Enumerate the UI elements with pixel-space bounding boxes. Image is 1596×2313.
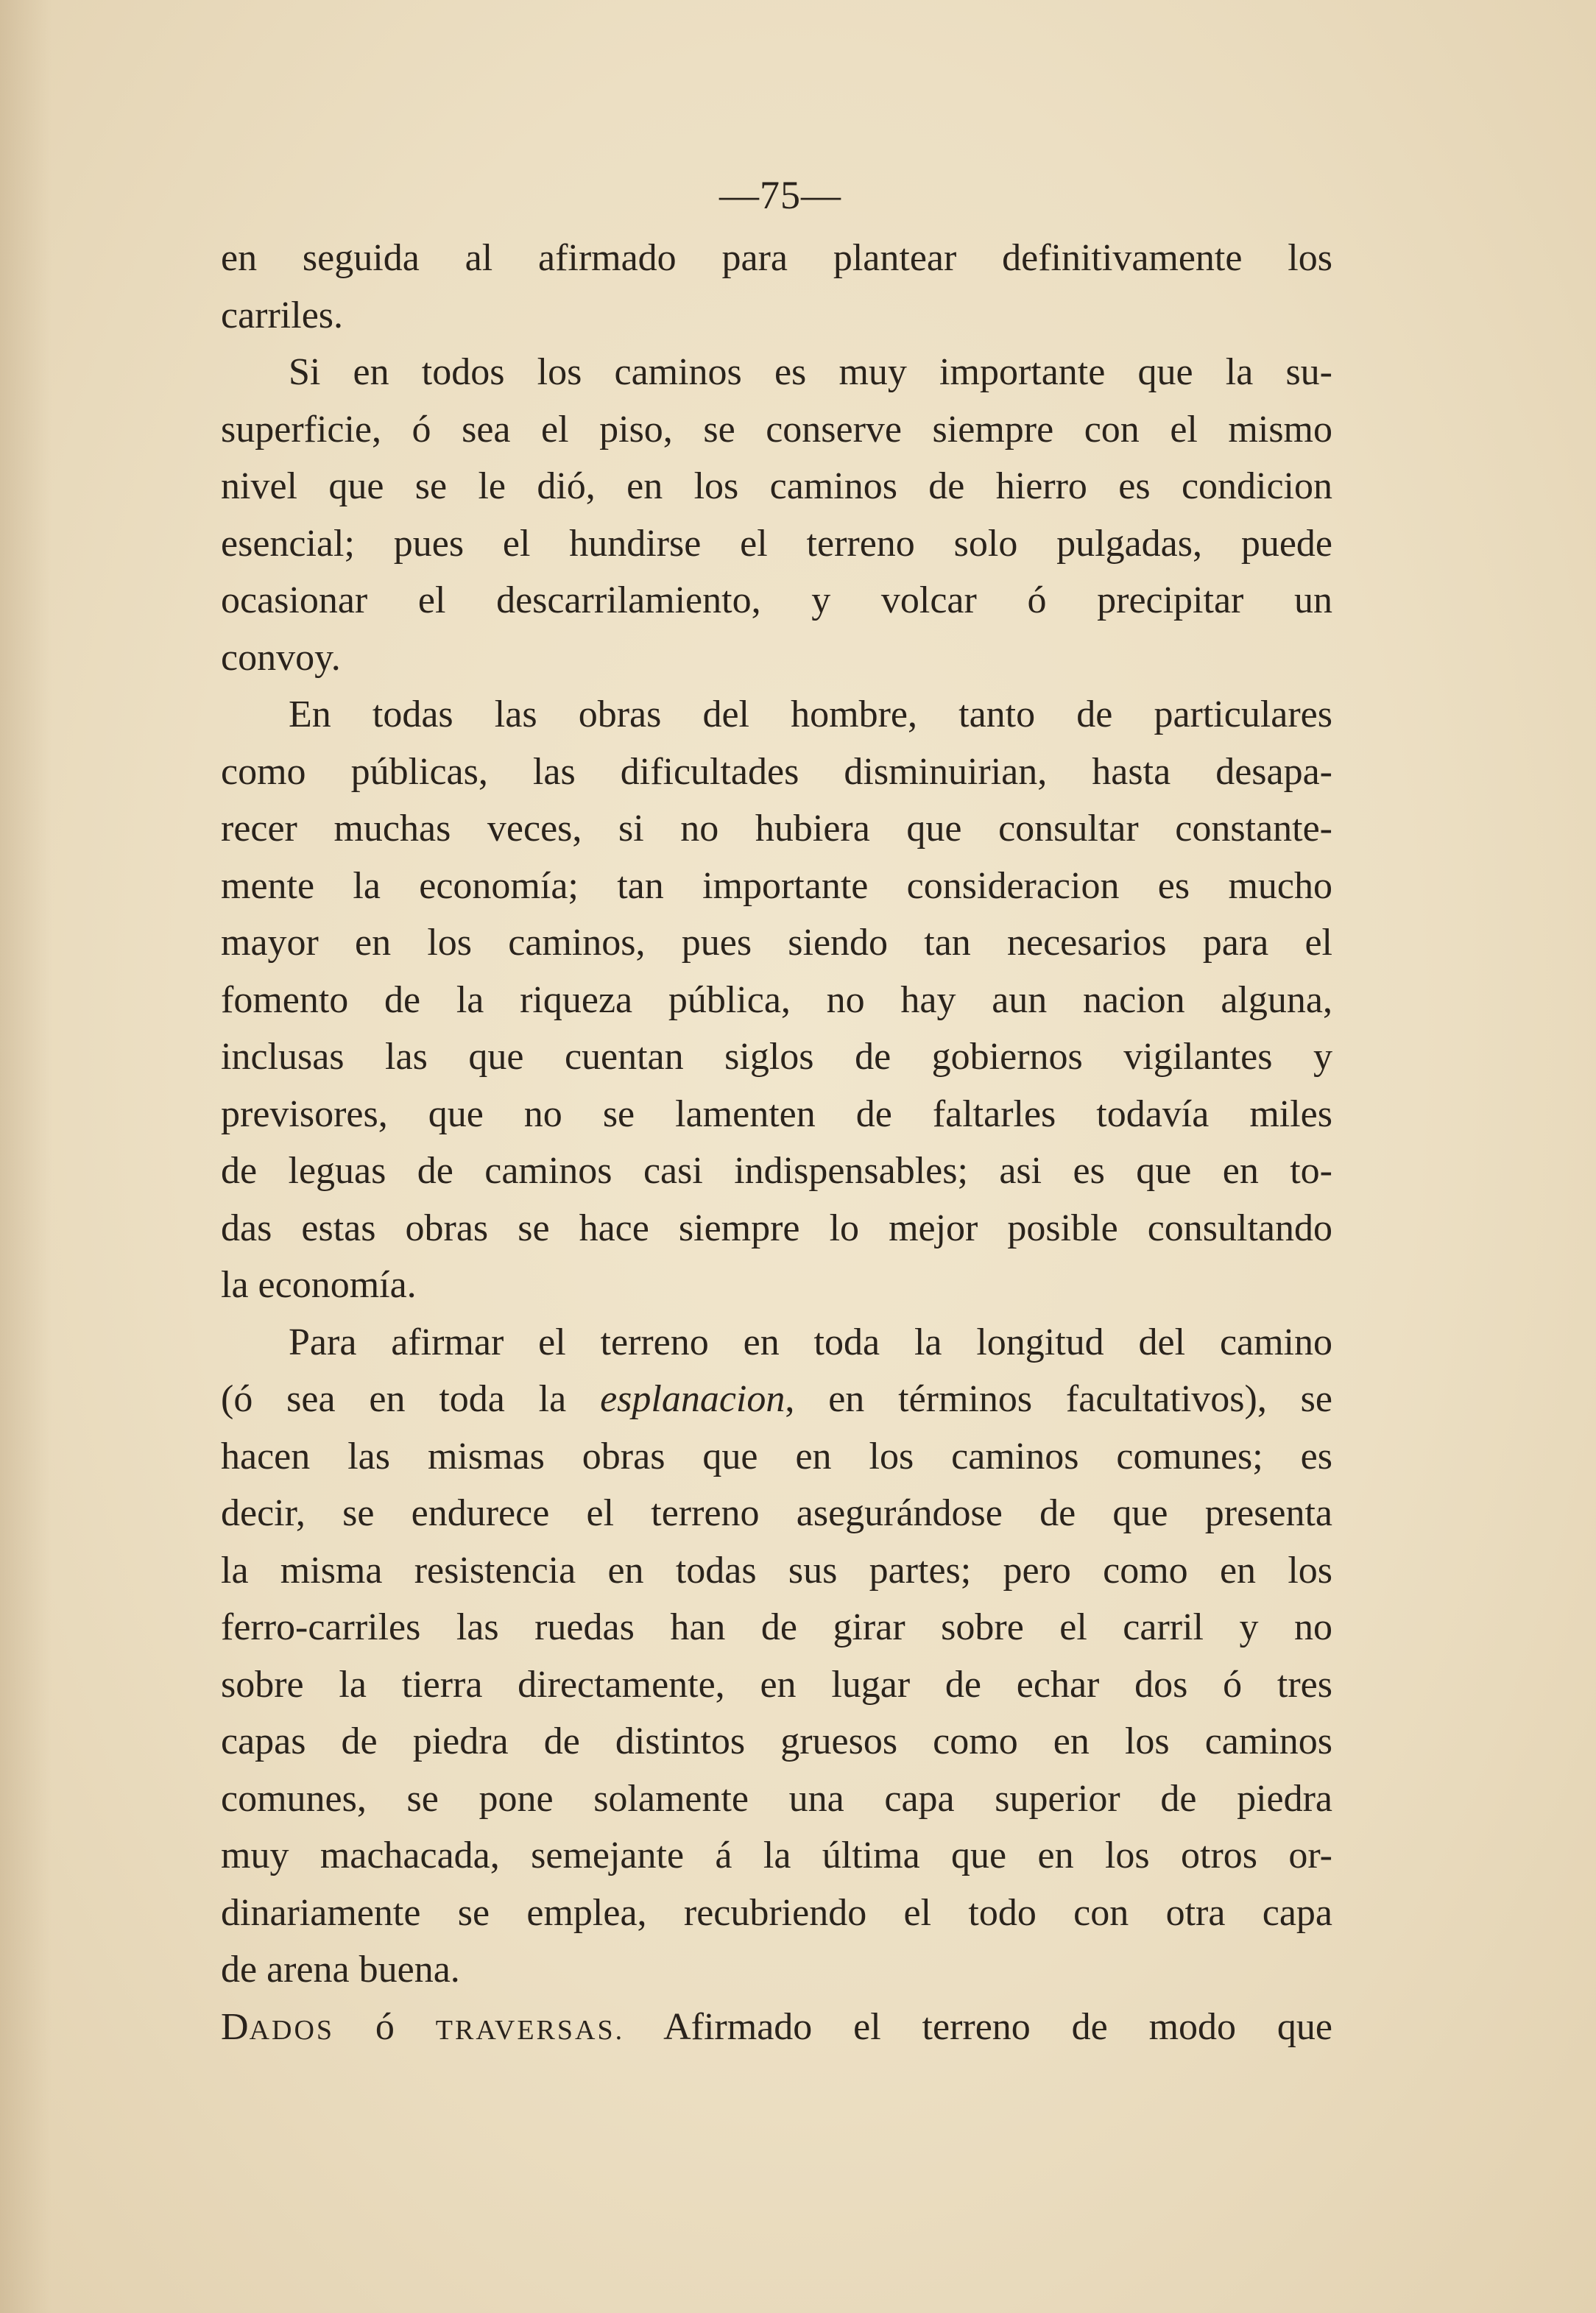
page-number: —75— <box>719 173 841 217</box>
heading-connector: ó <box>334 2005 436 2048</box>
text-line: de leguas de caminos casi indispensables; asi es que en to- <box>221 1150 1332 1192</box>
heading-smallcaps: ADOS <box>249 2014 335 2046</box>
text-line: en seguida al afirmado para plantear definitivamente los <box>221 237 1332 279</box>
text-line: la economía. <box>221 1264 417 1306</box>
text-line: comunes, se pone solamente una capa superior de piedra <box>221 1777 1332 1820</box>
text-line: recer muchas veces, si no hubiera que consultar constante- <box>221 808 1332 850</box>
heading-smallcaps: TRAVERSAS. <box>435 2014 625 2046</box>
text-line: inclusas las que cuentan siglos de gobiernos vigilantes y <box>221 1036 1332 1078</box>
text-line: mayor en los caminos, pues siendo tan necesarios para el <box>221 922 1332 964</box>
text-line: como públicas, las dificultades disminuirian, hasta desapa- <box>221 750 1332 793</box>
text-line: fomento de la riqueza pública, no hay aun nacion alguna, <box>221 978 1332 1021</box>
paragraph-first-line: Para afirmar el terreno en toda la longitud del camino <box>289 1321 1332 1363</box>
text-line: ferro-carriles las ruedas han de girar sobre el carril y no <box>221 1606 1332 1648</box>
text-line: esencial; pues el hundirse el terreno solo pulgadas, puede <box>221 522 1332 565</box>
italic-term: esplanacion <box>600 1378 785 1420</box>
text-fragment: (ó sea en toda la <box>221 1378 601 1420</box>
text-line: hacen las mismas obras que en los caminos comunes; es <box>221 1435 1332 1477</box>
text-line: das estas obras se hace siempre lo mejor posible consultando <box>221 1207 1332 1249</box>
text-line: ocasionar el descarrilamiento, y volcar ó precipitar un <box>221 579 1332 621</box>
text-line-with-italic <box>221 1371 1332 1428</box>
body-text <box>221 230 1332 2055</box>
text-line: convoy. <box>221 636 341 679</box>
text-line: carriles. <box>221 294 344 336</box>
text-line: capas de piedra de distintos gruesos como en los caminos <box>221 1720 1332 1762</box>
text-line: decir, se endurece el terreno asegurándose de que presenta <box>221 1492 1332 1534</box>
text-line: muy machacada, semejante á la última que en los otros or- <box>221 1834 1332 1876</box>
heading-initial: D <box>221 2005 250 2048</box>
text-line: dinariamente se emplea, recubriendo el todo con otra capa <box>221 1891 1332 1934</box>
section-heading-line <box>221 1999 1332 2056</box>
section-heading <box>221 2006 624 2048</box>
text-line: mente la economía; tan importante consideracion es mucho <box>221 864 1332 907</box>
text-fragment: , en términos facultativos), se <box>785 1378 1332 1420</box>
text-line: de arena buena. <box>221 1949 460 1991</box>
text-line: la misma resistencia en todas sus partes; pero como en los <box>221 1549 1332 1592</box>
text-line: sobre la tierra directamente, en lugar de echar dos ó tres <box>221 1663 1332 1706</box>
paragraph-first-line: En todas las obras del hombre, tanto de particulares <box>289 693 1332 735</box>
text-line: superficie, ó sea el piso, se conserve siempre con el mismo <box>221 408 1332 451</box>
page-gutter-shadow <box>0 0 52 2313</box>
text-line: nivel que se le dió, en los caminos de hierro es condicion <box>221 465 1332 507</box>
text-fragment: Afirmado el terreno de modo que <box>663 2005 1332 2048</box>
paragraph-first-line: Si en todos los caminos es muy importante que la su- <box>289 351 1332 393</box>
text-line: previsores, que no se lamenten de faltarles todavía miles <box>221 1092 1332 1135</box>
